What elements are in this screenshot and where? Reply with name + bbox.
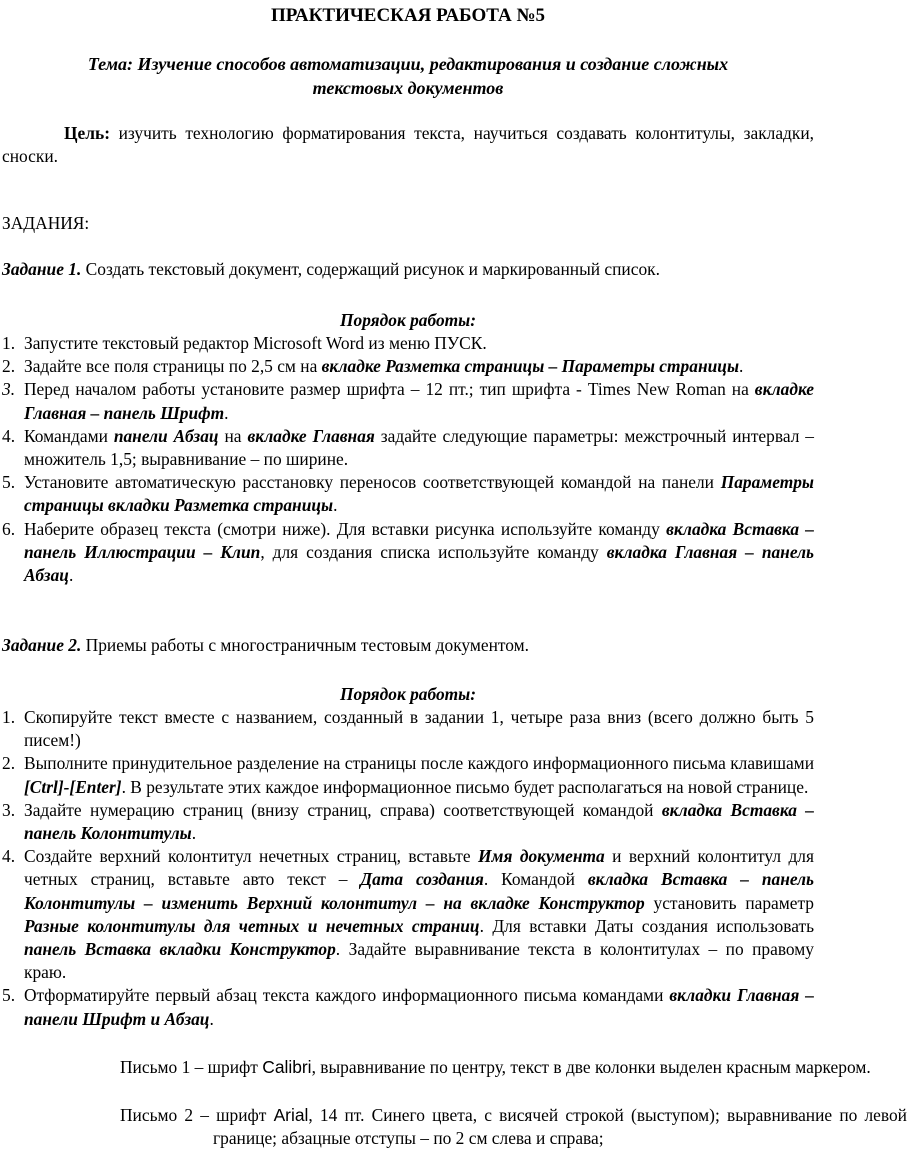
task-2-steps xyxy=(0,706,814,1031)
task-1-heading xyxy=(2,258,814,281)
task-2-label: Задание 2. xyxy=(2,635,82,655)
list-item: 4. Командами панели Абзац на вкладке Главная задайте следующие параметры: межстрочный интервал – множитель 1,5; выравнивание – по ширине. xyxy=(2,425,814,470)
list-item: 6. Наберите образец текста (смотри ниже). Для вставки рисунка используйте команду вкладка Вставка – панель Иллюстрации – Клип, для создания списка используйте команду вкладка Главная – панель Абзац. xyxy=(2,518,814,586)
goal-text: изучить технологию форматирования текста, научиться создавать колонтитулы, закладки, сноски. xyxy=(2,123,814,167)
list-item: 5. Отформатируйте первый абзац текста каждого информационного письма командами вкладки Главная – панели Шрифт и Абзац. xyxy=(2,985,814,1029)
list-item: 1. Запустите текстовый редактор Microsoft Word из меню ПУСК. xyxy=(2,333,487,353)
task-1-steps xyxy=(0,332,814,587)
list-item: 3. Задайте нумерацию страниц (внизу страниц, справа) соответствующей командой вкладка Вставка – панель Колонтитулы. xyxy=(2,799,814,844)
topic-heading xyxy=(0,52,816,100)
font-name-calibri: Calibri xyxy=(262,1057,312,1077)
task-1-text: Создать текстовый документ, содержащий рисунок и маркированный список. xyxy=(81,259,660,279)
task-2-heading xyxy=(2,634,814,657)
task-2-text: Приемы работы с многостраничным тестовым документом. xyxy=(81,635,530,655)
task-1-label: Задание 1. xyxy=(2,259,82,279)
list-item: 2. Выполните принудительное разделение на страницы после каждого информационного письма клавишами [Ctrl]-[Enter]. В результате этих каждое информационное письмо будет располагаться на новой странице. xyxy=(2,753,814,797)
letter-2-paragraph: Письмо 2 – шрифт Arial, 14 пт. Синего цвета, с висячей строкой (выступом); выравнивание по левой границе; абзацные отступы – по 2 см слева и справа; xyxy=(120,1105,907,1149)
topic-line-1: Тема: Изучение способов автоматизации, редактирования и создание сложных xyxy=(87,54,729,74)
goal-label: Цель: xyxy=(64,123,110,143)
list-item: 2. Задайте все поля страницы по 2,5 см на вкладке Разметка страницы – Параметры страницы. xyxy=(2,356,744,377)
list-item: 3. Перед началом работы установите размер шрифта – 12 пт.; тип шрифта - Times New Roman на вкладке Главная – панель Шрифт. xyxy=(2,379,814,423)
procedure-heading-2: Порядок работы: xyxy=(339,684,477,704)
page-title: ПРАКТИЧЕСКАЯ РАБОТА №5 xyxy=(270,5,546,26)
goal-paragraph xyxy=(2,122,814,168)
font-name-arial: Arial xyxy=(273,1105,309,1125)
letter-1-paragraph: Письмо 1 – шрифт Calibri, выравнивание по центру, текст в две колонки выделен красным маркером. xyxy=(120,1057,871,1077)
list-item: 4. Создайте верхний колонтитул нечетных страниц, вставьте Имя документа и верхний колонтитул для четных страниц, вставьте авто текст – Дата создания. Командой вкладка Вставка – панель Колонтитулы – изменить Верхний колонтитул – на вкладке Конструктор установить параметр Разные колонтитулы для четных и нечетных страниц. Для вставки Даты создания использовать панель Вставка вкладки Конструктор. Задайте выравнивание текста в колонтитулах – по правому краю. xyxy=(2,846,815,983)
tasks-heading: ЗАДАНИЯ: xyxy=(2,213,90,233)
list-item: 1. Скопируйте текст вместе с названием, созданный в задании 1, четыре раза вниз (всего должно быть 5 писем!) xyxy=(2,707,814,751)
topic-line-2: текстовых документов xyxy=(312,78,504,98)
list-item: 5. Установите автоматическую расстановку переносов соответствующей командой на панели Параметры страницы вкладки Разметка страницы. xyxy=(2,472,814,516)
procedure-heading-1: Порядок работы: xyxy=(339,310,477,330)
